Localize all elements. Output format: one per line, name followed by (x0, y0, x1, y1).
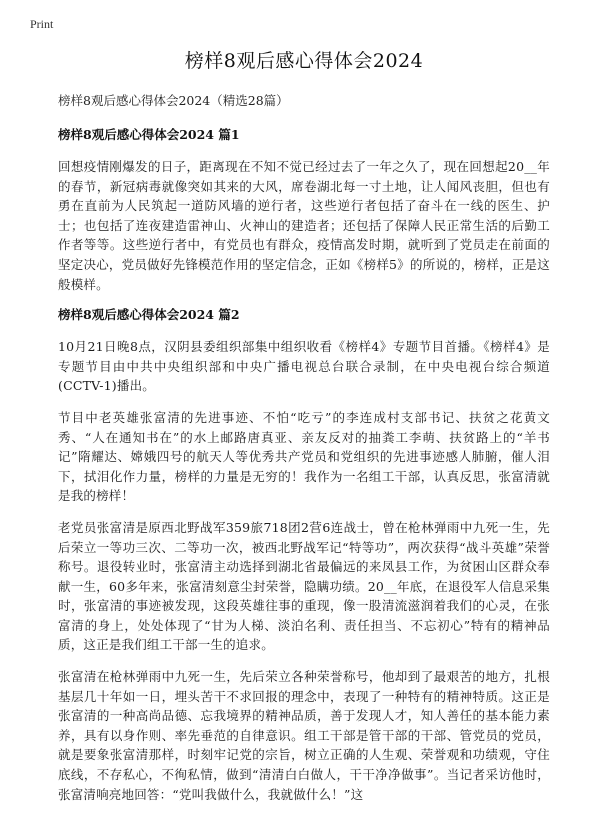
section-2-paragraph-2: 节目中老英雄张富清的先进事迹、不怕“吃亏”的李连成村支部书记、扶贫之花黄文秀、“人在通知书在”的水上邮路唐真亚、亲友反对的抽粪工李萌、扶贫路上的“羊书记”隋耀达、嫦娥四号的航天人等优秀共产党员和党组织的先进事迹感人肺腑，催人泪下，拭泪化作力量，榜样的力量是无穷的！我作为一名组工干部，认真反思，张富清就是我的榜样！ (58, 409, 550, 504)
section-heading-2: 榜样8观后感心得体会2024 篇2 (58, 307, 240, 323)
section-2-paragraph-1: 10月21日晚8点，汉阴县委组织部集中组织收看《榜样4》专题节目首播。《榜样4》是专题节目由中共中央组织部和中央广播电视总台联合录制，在中央电视台综合频道(CCTV-1)播出。 (58, 339, 550, 394)
section-2-paragraph-4: 张富清在枪林弹雨中九死一生，先后荣立各种荣誉称号，他却到了最艰苦的地方，扎根基层几十年如一日，埋头苦干不求回报的理念中，表现了一种特有的精神特质。这正是张富清的一种高尚品德、忘我境界的精神品质，善于发现人才，知人善任的基本能力素养，具有以身作则、率先垂范的自律意识。组工干部是管干部的干部、管党员的党员，就是要象张富清那样，时刻牢记党的宗旨，树立正确的人生观、荣誉观和功绩观，守住底线，不存私心，不徇私情，做到“清清白白做人，干干净净做事”。当记者采访他时，张富清响亮地回答：“党叫我做什么，我就做什么！”这 (58, 669, 550, 802)
print-link[interactable]: Print (30, 17, 54, 31)
section-1-paragraph-1: 回想疫情刚爆发的日子，距离现在不知不觉已经过去了一年之久了，现在回想起20__年的春节，新冠病毒就像突如其来的大风，席卷湖北每一寸土地，让人闻风丧胆，但也有勇在直前为人民筑起一道防风墙的逆行者，这些逆行者包括了奋斗在一线的医生、护士；也包括了连夜建造雷神山、火神山的建造者；还包括了保障人民正常生活的后勤工作者等等。这些逆行者中，有党员也有群众，疫情高发时期，就听到了党员走在前面的坚定决心，党员做好先锋模范作用的坚定信念，正如《榜样5》的所说的，榜样，正是这般模样。 (58, 159, 550, 292)
document-title: 榜样8观后感心得体会2024 (184, 50, 424, 72)
section-2-paragraph-3: 老党员张富清是原西北野战军359旅718团2营6连战士，曾在枪林弹雨中九死一生，先后荣立一等功三次、二等功一次，被西北野战军记“特等功”，两次获得“战斗英雄”荣誉称号。退役转业时，张富清主动选择到湖北省最偏远的来凤县工作，为贫困山区群众奉献一生，60多年来，张富清刻意尘封荣誉，隐瞒功绩。20__年底，在退役军人信息采集时，张富清的事迹被发现，这段英雄往事的重现，像一股清流滋润着我们的心灵，在张富清的身上，处处体现了“甘为人梯、淡泊名利、责任担当、不忘初心”特有的精神品质，这正是我们组工干部一生的追求。 (58, 519, 550, 653)
document-subtitle: 榜样8观后感心得体会2024（精选28篇） (58, 93, 289, 108)
section-heading-1: 榜样8观后感心得体会2024 篇1 (58, 127, 240, 142)
document-body (58, 48, 550, 816)
